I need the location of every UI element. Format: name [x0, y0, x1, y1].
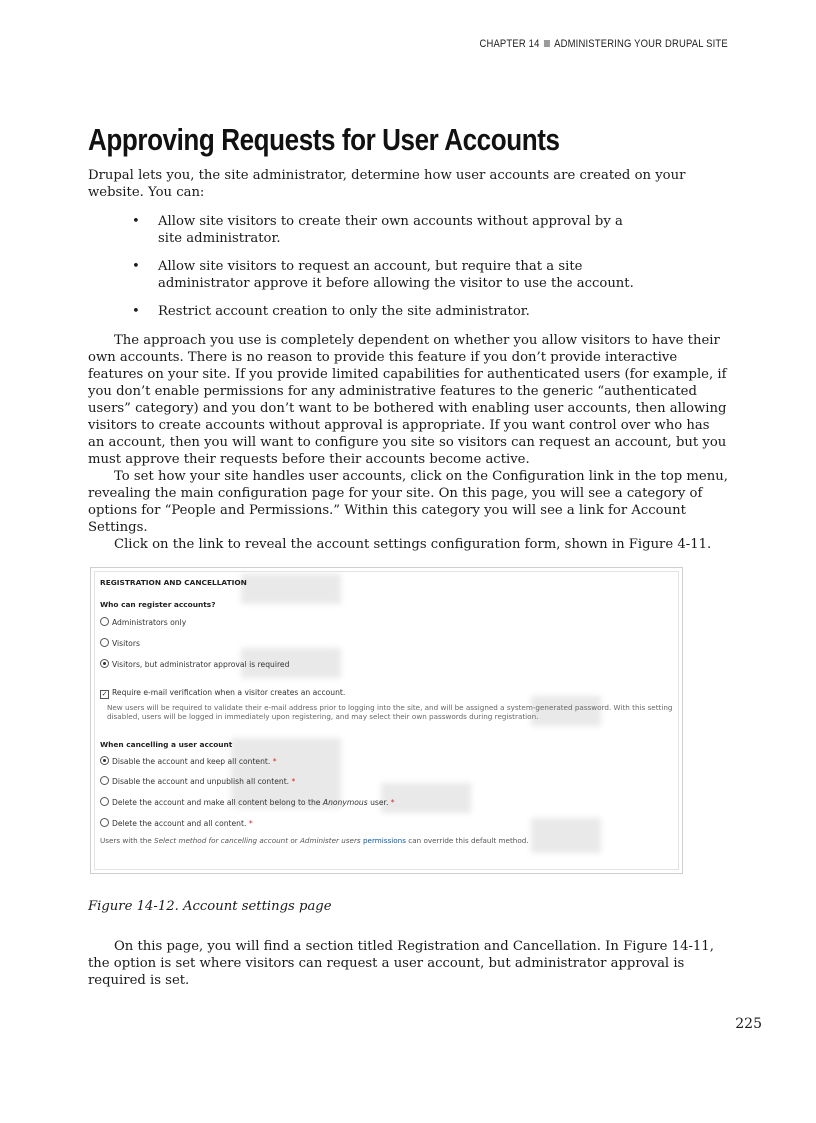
list-item-text: Allow site visitors to create their own accounts without approval by a site administrator.: [158, 214, 623, 246]
radio-disable-keep-content[interactable]: Disable the account and keep all content. *: [100, 756, 277, 766]
register-label: Who can register accounts?: [100, 600, 216, 609]
account-settings-screenshot: [90, 567, 683, 874]
permissions-link[interactable]: permissions: [362, 836, 406, 845]
section-heading: Approving Requests for User Accounts: [88, 122, 560, 157]
required-marker: *: [390, 798, 395, 807]
radio-disable-unpublish[interactable]: Disable the account and unpublish all content. *: [100, 776, 295, 786]
radio-visitors-approval[interactable]: Visitors, but administrator approval is required: [100, 659, 289, 669]
radio-administrators-only[interactable]: Administrators only: [100, 617, 186, 627]
list-item: [130, 213, 650, 247]
radio-delete-anonymous[interactable]: Delete the account and make all content belong to the Anonymous user. *: [100, 797, 395, 807]
list-item: [130, 258, 650, 292]
closing-paragraph: [88, 938, 728, 989]
body-paragraphs: [88, 332, 728, 553]
radio-delete-all[interactable]: Delete the account and all content. *: [100, 818, 253, 828]
required-marker: *: [291, 777, 296, 786]
separator-square-icon: [544, 40, 550, 47]
checkbox-email-verification[interactable]: ✓ Require e-mail verification when a visitor creates an account.: [101, 688, 346, 698]
checkbox-checked-icon: ✓: [101, 690, 108, 698]
blur-mark: [531, 818, 601, 853]
blur-mark: [241, 574, 341, 604]
running-header: [480, 38, 728, 50]
fieldset-legend: REGISTRATION AND CANCELLATION: [100, 578, 247, 587]
bullet-icon: •: [132, 304, 140, 319]
radio-selected-icon: [100, 756, 109, 765]
radio-icon: [100, 617, 109, 626]
bullet-icon: •: [132, 259, 140, 274]
email-verification-description: New users will be required to validate their e-mail address prior to logging into the site, and will be assigned a system-generated password. With this setting disabled, users will be logged in immediately upon registering, and may select their own passwords during registration.: [107, 703, 673, 721]
radio-icon: [100, 776, 109, 785]
radio-icon: [100, 638, 109, 647]
paragraph: Click on the link to reveal the account settings configuration form, shown in Figure 4-11.: [114, 537, 712, 552]
chapter-label: CHAPTER 14: [479, 38, 540, 50]
figure-caption: Figure 14-12. Account settings page: [88, 899, 332, 914]
cancel-label: When cancelling a user account: [100, 740, 233, 749]
radio-icon: [100, 797, 109, 806]
radio-selected-icon: [100, 659, 109, 668]
list-item-text: Restrict account creation to only the site administrator.: [158, 304, 530, 319]
bullet-list: [130, 213, 650, 331]
chapter-title: ADMINISTERING YOUR DRUPAL SITE: [554, 38, 728, 50]
list-item-text: Allow site visitors to request an account, but require that a site administrator approve it before allowing the visitor to use the account.: [158, 259, 634, 291]
list-item: [130, 303, 650, 320]
radio-visitors[interactable]: Visitors: [100, 638, 140, 648]
paragraph: On this page, you will find a section titled Registration and Cancellation. In Figure 14-11, the option is set where visitors can request a user account, but administrator approval is required is set.: [88, 939, 714, 988]
override-note: Users with the Select method for cancelling account or Administer users permissions can override this default method.: [100, 836, 529, 845]
required-marker: *: [248, 819, 253, 828]
radio-icon: [100, 818, 109, 827]
paragraph: To set how your site handles user accounts, click on the Configuration link in the top menu, revealing the main configuration page for your site. On this page, you will see a category of options for “People and Permissions.” Within this category you will see a link for Account Settings.: [88, 469, 728, 535]
bullet-icon: •: [132, 214, 140, 229]
page-number: 225: [735, 1016, 762, 1032]
required-marker: *: [272, 757, 277, 766]
paragraph: The approach you use is completely dependent on whether you allow visitors to have their own accounts. There is no reason to provide this feature if you don’t provide interactive features on your site. If you provide limited capabilities for authenticated users (for example, if you don’t enable permissions for any administrative features to the generic “authenticated users” category) and you don’t want to be bothered with enabling user accounts, then allowing visitors to create accounts without approval is appropriate. If you want control over who has an account, then you will want to configure you site so visitors can request an account, but you must approve their requests before their accounts become active.: [88, 333, 727, 467]
intro-paragraph: Drupal lets you, the site administrator, determine how user accounts are created on your website. You can:: [88, 168, 686, 200]
